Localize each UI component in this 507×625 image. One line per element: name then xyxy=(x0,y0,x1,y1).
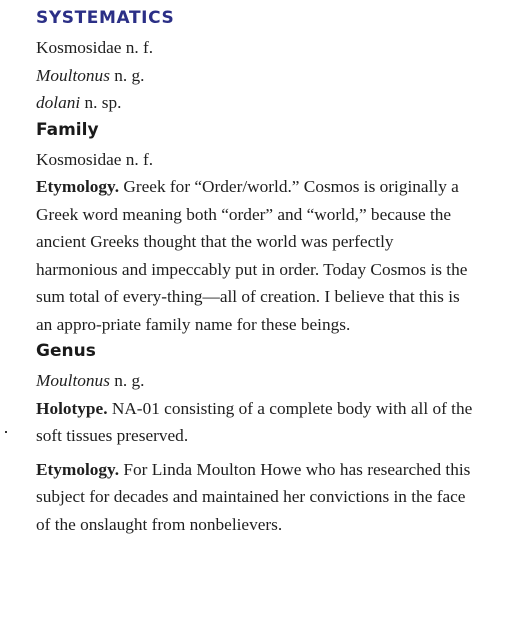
systematics-species-line xyxy=(36,89,476,117)
family-name: Kosmosidae xyxy=(36,38,122,57)
genus-holotype xyxy=(36,395,476,450)
genus-etymology xyxy=(36,456,476,539)
genus-rank: n. g. xyxy=(109,65,145,85)
genus-name-italic: Moultonus xyxy=(36,371,110,390)
genus-name-rank: n. g. xyxy=(109,371,145,390)
genus-etymology-text: For Linda Moulton Howe who has researched this subject for decades and maintained her convictions in the face of the onslaught from nonbelievers. xyxy=(36,459,471,534)
family-rank: n. f. xyxy=(121,38,154,57)
family-heading: Family xyxy=(36,119,99,140)
document-page xyxy=(36,6,476,538)
systematics-family-line xyxy=(36,34,476,62)
systematics-genus-line xyxy=(36,62,476,90)
species-rank: n. sp. xyxy=(80,93,122,112)
genus-name-line xyxy=(36,367,476,395)
genus-heading: Genus xyxy=(36,341,96,361)
holotype-text: NA-01 consisting of a complete body with all of the soft tissues preserved. xyxy=(36,398,473,445)
family-name-line: Kosmosidae n. f. xyxy=(36,149,154,169)
margin-mark xyxy=(5,431,7,433)
family-etymology xyxy=(36,173,476,338)
holotype-label: Holotype. xyxy=(36,398,108,418)
species-name: dolani xyxy=(36,93,81,112)
family-etymology-text: Greek for “Order/world.” Cosmos is originally a Greek word meaning both “order” and “world,” because the ancient Greeks thought that the world was perfectly harmonious and impeccably put in order. Today Cosmos is the sum total of every-thing—all of creation. I believe that this is an appro-priate family name for these beings. xyxy=(36,177,468,334)
family-etymology-label: Etymology. xyxy=(36,177,120,196)
genus-name: Moultonus xyxy=(36,65,110,85)
genus-etymology-label: Etymology. xyxy=(36,459,120,479)
systematics-heading: SYSTEMATICS xyxy=(36,8,175,28)
